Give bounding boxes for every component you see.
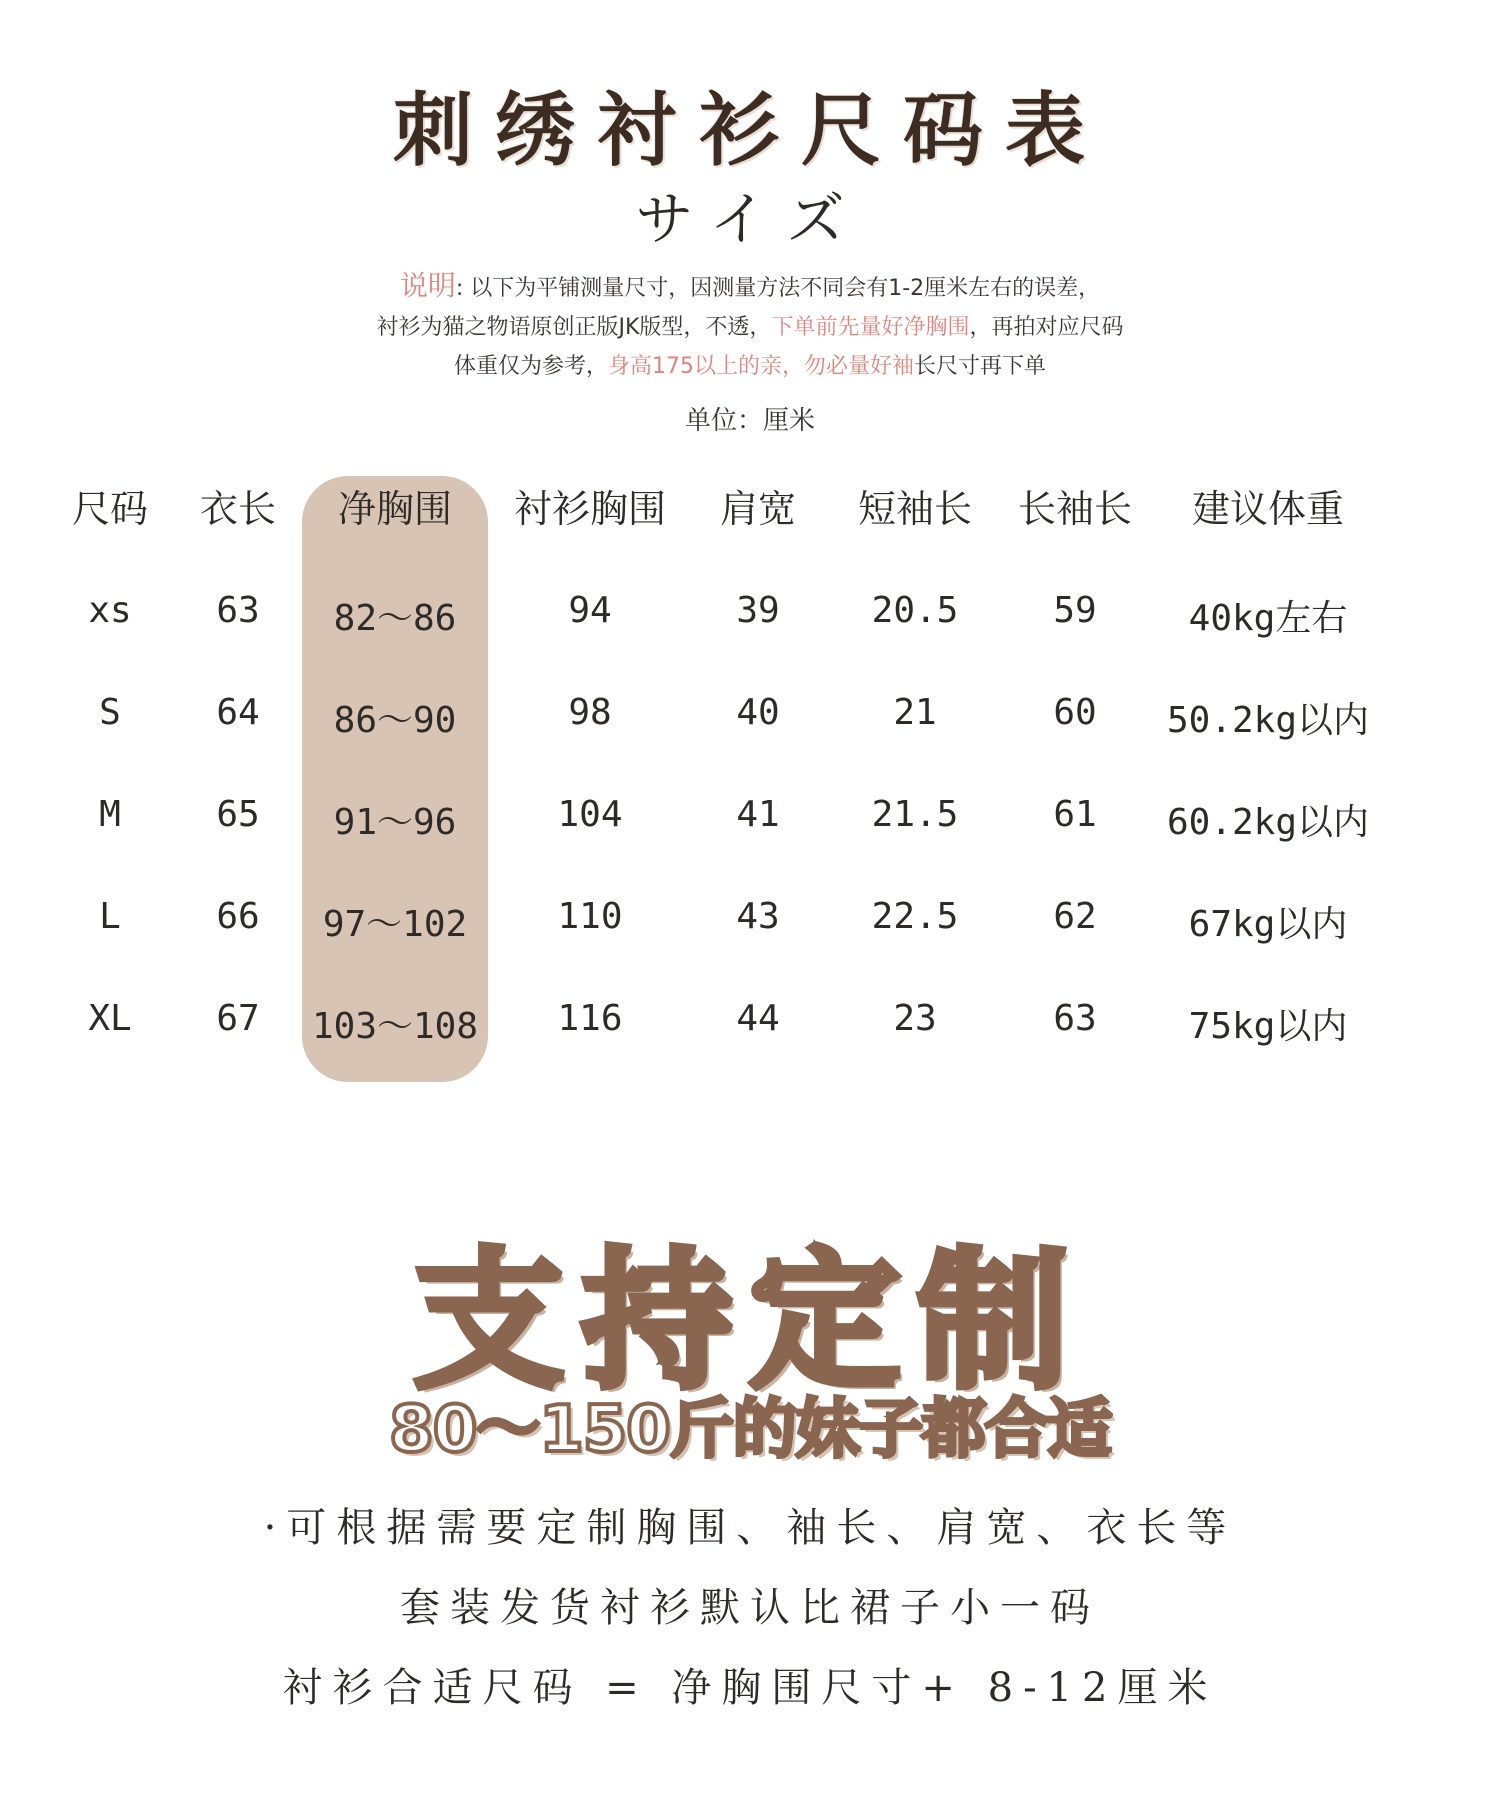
note-line-1-text: : 以下为平铺测量尺寸，因测量方法不同会有1-2厘米左右的误差， xyxy=(455,276,1101,301)
table-cell: 110 xyxy=(557,896,623,937)
table-cell: S xyxy=(99,692,121,733)
table-cell: xs xyxy=(88,590,132,631)
table-cell: 21.5 xyxy=(871,794,959,835)
note-line-3-a: 体重仅为参考， xyxy=(453,354,608,379)
table-cell: 103～108 xyxy=(311,1006,479,1047)
custom-title: 支持定制 xyxy=(413,1235,1086,1409)
table-cell: 22.5 xyxy=(871,896,959,937)
unit-label: 单位：厘米 xyxy=(684,406,815,436)
table-cell: 63 xyxy=(1053,998,1097,1039)
table-cell: 62 xyxy=(1053,896,1097,937)
table-cell: 98 xyxy=(568,692,612,733)
table-cell: 104 xyxy=(557,794,623,835)
table-cell: 86～90 xyxy=(333,700,457,741)
table-cell: 91～96 xyxy=(333,802,457,843)
table-cell: 75kg以内 xyxy=(1188,1006,1348,1047)
table-header-cell: 肩宽 xyxy=(719,487,797,531)
page-subtitle: サイズ xyxy=(635,185,865,253)
table-cell: 43 xyxy=(736,896,780,937)
table-cell: 67 xyxy=(216,998,260,1039)
table-header-cell: 净胸围 xyxy=(337,487,453,531)
table-header-cell: 建议体重 xyxy=(1191,487,1345,531)
table-cell: 97～102 xyxy=(322,904,468,945)
table-cell: 82～86 xyxy=(333,598,457,639)
table-cell: 94 xyxy=(568,590,612,631)
table-cell: 23 xyxy=(893,998,937,1039)
table-cell: 61 xyxy=(1053,794,1097,835)
table-header-cell: 短袖长 xyxy=(857,487,973,531)
note-label: 说明 xyxy=(399,269,456,302)
table-cell: 66 xyxy=(216,896,260,937)
note-line-3-b: 长尺寸再下单 xyxy=(914,354,1047,379)
table-cell: 41 xyxy=(736,794,780,835)
custom-line-2: 套装发货衬衫默认比裙子小一码 xyxy=(400,1585,1100,1631)
table-cell: 63 xyxy=(216,590,260,631)
table-header-cell: 长袖长 xyxy=(1017,487,1133,531)
table-cell: 21 xyxy=(893,692,937,733)
table-cell: L xyxy=(99,896,121,937)
custom-banner: 80～150斤的妹子都合适 xyxy=(389,1393,1111,1467)
table-cell: 64 xyxy=(216,692,260,733)
table-cell: 116 xyxy=(557,998,623,1039)
table-header-cell: 衬衫胸围 xyxy=(513,487,667,531)
note-line-3-highlight: 身高175以上的亲，勿必量好袖 xyxy=(608,354,914,379)
table-cell: XL xyxy=(88,998,132,1039)
table-cell: 39 xyxy=(736,590,780,631)
table-cell: M xyxy=(99,794,121,835)
note-line-2-highlight: 下单前先量好净胸围 xyxy=(771,315,970,340)
page-title: 刺绣衬衫尺码表 xyxy=(393,83,1107,177)
table-cell: 44 xyxy=(736,998,780,1039)
table-cell: 50.2kg以内 xyxy=(1166,700,1370,741)
custom-line-1: ·可根据需要定制胸围、袖长、肩宽、衣长等 xyxy=(263,1505,1237,1551)
table-cell: 40kg左右 xyxy=(1188,598,1348,639)
table-cell: 60 xyxy=(1053,692,1097,733)
table-cell: 67kg以内 xyxy=(1188,904,1348,945)
table-cell: 60.2kg以内 xyxy=(1166,802,1370,843)
custom-line-3: 衬衫合适尺码 = 净胸围尺寸+ 8-12厘米 xyxy=(282,1665,1218,1711)
table-header-cell: 衣长 xyxy=(199,487,277,531)
note-line-2-a: 衬衫为猫之物语原创正版JK版型，不透， xyxy=(376,315,772,340)
table-cell: 20.5 xyxy=(871,590,959,631)
table-cell: 40 xyxy=(736,692,780,733)
table-cell: 65 xyxy=(216,794,260,835)
table-cell: 59 xyxy=(1053,590,1097,631)
table-header-cell: 尺码 xyxy=(71,487,149,531)
note-line-2-b: ，再拍对应尺码 xyxy=(969,315,1124,340)
